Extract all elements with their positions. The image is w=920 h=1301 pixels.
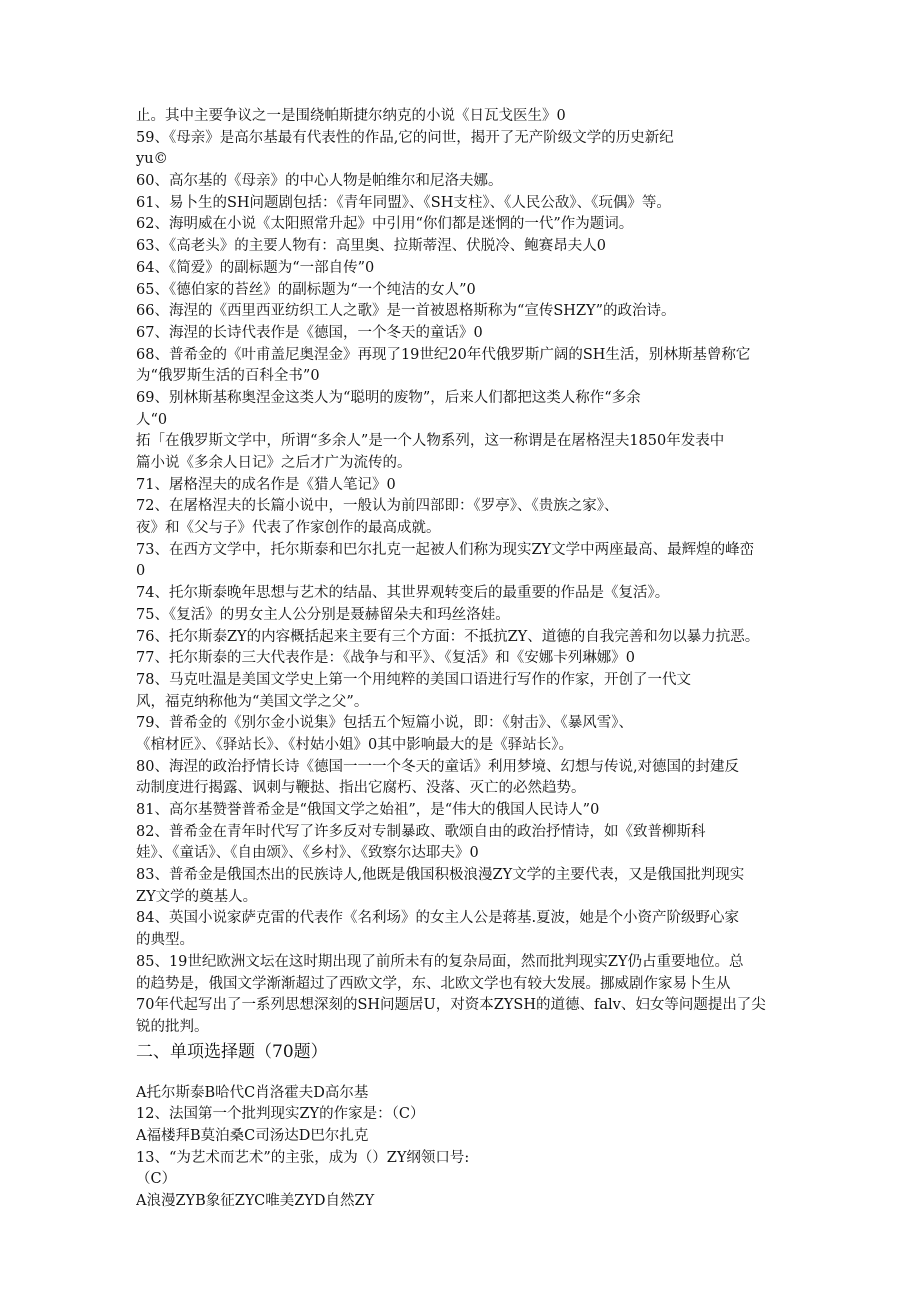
text-line: 74、托尔斯泰晚年思想与艺术的结晶、其世界观转变后的最重要的作品是《复活》。 (136, 585, 670, 602)
text-line: 动制度进行揭露、讽刺与鞭挞、指出它腐朽、没落、灭亡的必然趋势。 (136, 780, 586, 797)
text-line: A浪漫ZYB象征ZYC唯美ZYD自然ZY (136, 1193, 375, 1209)
text-line: （C） (136, 1171, 177, 1188)
text-line: 67、海涅的长诗代表作是《德国，一个冬天的童话》0 (136, 324, 483, 341)
question-text (136, 1083, 786, 1213)
text-line: 64、《简爱》的副标题为“一部自传”0 (136, 259, 375, 276)
section-title: 二、单项选择题（70题） (136, 1041, 328, 1062)
text-line: 75、《复活》的男女主人公分别是聂赫留朵夫和玛丝洛娃。 (136, 606, 510, 623)
text-line: 79、普希金的《别尔金小说集》包括五个短篇小说，即：《射击》、《暴风雪》、 (136, 715, 633, 732)
text-line: A托尔斯泰B哈代C肖洛霍夫D高尔基 (136, 1084, 369, 1101)
text-line: 为“俄罗斯生活的百科全书”0 (136, 368, 320, 385)
text-line: 78、马克吐温是美国文学史上第一个用纯粹的美国口语进行写作的作家，开创了一代文 (136, 671, 691, 688)
text-line: 70年代起写出了一系列思想深刻的SH问题居U，对资本ZYSH的道德、falv、妇女等问题提出了尖 (136, 997, 766, 1014)
text-line: 的趋势是，俄国文学渐渐超过了西欧文学，东、北欧文学也有较大发展。挪威剧作家易卜生从 (136, 975, 731, 992)
text-line: 13、“为艺术而艺术”的主张，成为（）ZY纲领口号: (136, 1149, 470, 1166)
text-line: A福楼拜B莫泊桑C司汤达D巴尔扎克 (136, 1127, 369, 1144)
text-line: 拓「在俄罗斯文学中，所谓“多余人”是一个人物系列，这一称谓是在屠格涅夫1850年发表中 (136, 433, 725, 450)
text-line: 81、高尔基赞誉普希金是“俄国文学之始祖”，是“伟大的俄国人民诗人”0 (136, 802, 600, 818)
text-line: 77、托尔斯泰的三大代表作是：《战争与和平》、《复活》和《安娜卡列琳娜》0 (136, 650, 635, 667)
body-text (136, 106, 786, 1039)
text-line: 62、海明威在小说《太阳照常升起》中引用“你们都是迷惘的一代”作为题词。 (136, 216, 634, 233)
text-line: 夜》和《父与子》代表了作家创作的最高成就。 (136, 520, 441, 537)
text-line: 80、海涅的政治抒情长诗《德国一一一个冬天的童话》利用梦境、幻想与传说,对德国的封建反 (136, 758, 740, 775)
text-line: 风，福克纳称他为“美国文学之父”。 (136, 693, 369, 710)
text-line: 锐的批判。 (136, 1018, 209, 1035)
text-line: 85、19世纪欧洲文坛在这时期出现了前所未有的复杂局面，然而批判现实ZY仍占重要地位。总 (136, 953, 744, 970)
text-line: 65、《德伯家的苔丝》的副标题为“一个纯洁的女人”0 (136, 281, 476, 298)
text-line: 73、在西方文学中，托尔斯泰和巴尔扎克一起被人们称为现实ZY文学中两座最高、最辉煌的峰峦 (136, 541, 755, 558)
text-line: 止。其中主要争议之一是围绕帕斯捷尔纳克的小说《日瓦戈医生》0 (136, 108, 566, 124)
text-line: 82、普希金在青年时代写了许多反对专制暴政、歌颂自由的政治抒情诗，如《致普柳斯科 (136, 823, 706, 840)
text-line: 12、法国第一个批判现实ZY的作家是：（C） (136, 1106, 425, 1123)
text-line: 0 (136, 563, 146, 580)
text-line: 60、高尔基的《母亲》的中心人物是帕维尔和尼洛夫娜。 (136, 173, 503, 190)
text-line: 61、易卜生的SH问题剧包括：《青年同盟》、《SH支柱》、《人民公敌》、《玩偶》等。 (136, 194, 671, 211)
text-line: 72、在屠格涅夫的长篇小说中，一般认为前四部即：《罗亭》、《贵族之家》、 (136, 498, 619, 515)
text-line: 84、英国小说家萨克雷的代表作《名利场》的女主人公是蒋基.夏波，她是个小资产阶级野心家 (136, 910, 740, 927)
text-line: 63、《高老头》的主要人物有：高里奥、拉斯蒂涅、伏脱冷、鲍赛昂夫人0 (136, 238, 606, 255)
text-line: ZY文学的奠基人。 (136, 888, 258, 905)
blank-gap (136, 1065, 786, 1083)
text-line: 《棺材匠》、《驿站长》、《村姑小姐》0其中影响最大的是《驿站长》。 (136, 736, 573, 753)
text-line: 71、屠格涅夫的成名作是《猎人笔记》0 (136, 476, 396, 493)
text-line: 83、普希金是俄国杰出的民族诗人,他既是俄国积极浪漫ZY文学的主要代表，又是俄国批判现实 (136, 867, 745, 884)
text-line: 篇小说《多余人日记》之后才广为流传的。 (136, 455, 412, 471)
text-line: 69、别林斯基称奥涅金这类人为“聪明的废物”，后来人们都把这类人称作“多余 (136, 389, 641, 406)
document-body (136, 106, 786, 1213)
text-line: yu© (136, 151, 169, 168)
text-line: 娃》、《童话》、《自由颂》、《乡村》、《致察尔达耶夫》0 (136, 845, 479, 862)
text-line: 的典型。 (136, 932, 194, 949)
text-line: 人“0 (136, 411, 168, 428)
text-line: 76、托尔斯泰ZY的内容概括起来主要有三个方面：不抵抗ZY、道德的自我完善和勿以暴力抗恶。 (136, 628, 760, 645)
text-line: 59、《母亲》是高尔基最有代表性的作品,它的问世，揭开了无产阶级文学的历史新纪 (136, 129, 674, 146)
text-line: 68、普希金的《叶甫盖尼奥涅金》再现了19世纪20年代俄罗斯广阔的SH生活，别林斯基曾称它 (136, 346, 751, 363)
text-line: 66、海涅的《西里西亚纺织工人之歌》是一首被恩格斯称为“宣传SHZY”的政治诗。 (136, 303, 676, 320)
